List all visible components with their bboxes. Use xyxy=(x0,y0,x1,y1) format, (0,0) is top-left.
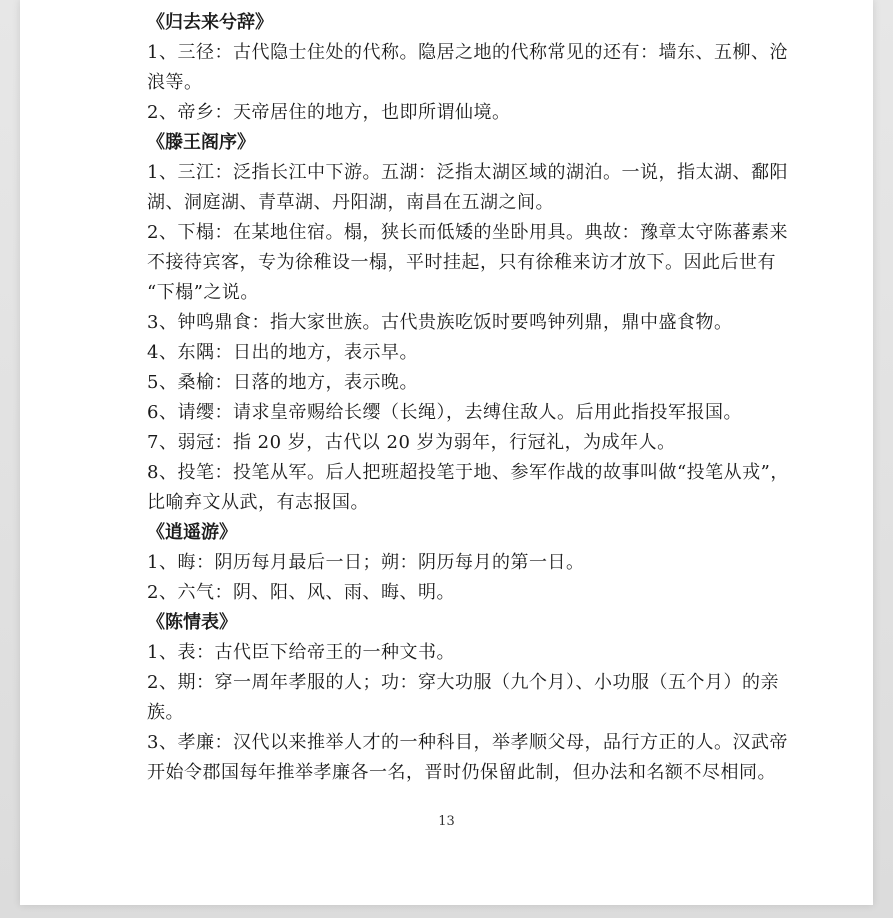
note-entry xyxy=(147,668,777,728)
note-entry xyxy=(147,728,788,788)
entry-line: 不接待宾客，专为徐稚设一榻，平时挂起，只有徐稚来访才放下。因此后世有 xyxy=(147,252,776,273)
section-heading: 《逍遥游》 xyxy=(147,522,237,543)
entry-line: 5、桑榆：日落的地方，表示晚。 xyxy=(147,372,418,393)
note-entry xyxy=(147,368,777,398)
entry-line: 1、晦：阴历每月最后一日；朔：阴历每月的第一日。 xyxy=(147,552,585,573)
section-tengwanggexu xyxy=(147,128,789,518)
section-heading: 《滕王阁序》 xyxy=(147,132,255,153)
entry-line: 湖、洞庭湖、青草湖、丹阳湖，南昌在五湖之间。 xyxy=(147,192,554,213)
note-entry xyxy=(147,458,789,518)
note-entry xyxy=(147,38,788,98)
entry-line: 2、六气：阴、阳、风、雨、晦、明。 xyxy=(147,582,455,603)
entry-line: “下榻”之说。 xyxy=(147,282,259,303)
entry-line: 开始令郡国每年推举孝廉各一名，晋时仍保留此制，但办法和名额不尽相同。 xyxy=(147,762,776,783)
section-heading: 《陈情表》 xyxy=(147,612,237,633)
entry-line: 2、期：穿一周年孝服的人；功：穿大功服（九个月）、小功服（五个月）的亲 xyxy=(147,672,779,693)
entry-line: 2、下榻：在某地住宿。榻，狭长而低矮的坐卧用具。典故：豫章太守陈蕃素来 xyxy=(147,222,788,243)
note-entry xyxy=(147,638,777,668)
entry-line: 7、弱冠：指 20 岁，古代以 20 岁为弱年，行冠礼，为成年人。 xyxy=(147,432,676,453)
entry-line: 8、投笔：投笔从军。后人把班超投笔于地、参军作战的故事叫做“投笔从戎”， xyxy=(147,462,789,483)
entry-line: 1、表：古代臣下给帝王的一种文书。 xyxy=(147,642,455,663)
section-heading: 《归去来兮辞》 xyxy=(147,12,273,33)
entry-line: 3、孝廉：汉代以来推举人才的一种科目，举孝顺父母，品行方正的人。汉武帝 xyxy=(147,732,788,753)
section-xiaoyaoyou xyxy=(147,518,777,608)
entry-line: 浪等。 xyxy=(147,72,203,93)
entry-line: 4、东隅：日出的地方，表示早。 xyxy=(147,342,418,363)
page-content xyxy=(147,8,789,788)
note-entry xyxy=(147,548,777,578)
page-number: 13 xyxy=(438,814,455,829)
entry-line: 3、钟鸣鼎食：指大家世族。古代贵族吃饭时要鸣钟列鼎，鼎中盛食物。 xyxy=(147,312,733,333)
entry-line: 2、帝乡：天帝居住的地方，也即所谓仙境。 xyxy=(147,102,511,123)
section-chenqingbiao xyxy=(147,608,788,788)
entry-line: 比喻弃文从武，有志报国。 xyxy=(147,492,369,513)
entry-line: 6、请缨：请求皇帝赐给长缨（长绳），去缚住敌人。后用此指投军报国。 xyxy=(147,402,742,423)
note-entry xyxy=(147,218,788,308)
note-entry xyxy=(147,308,777,338)
document-page xyxy=(20,0,873,905)
entry-line: 1、三径：古代隐士住处的代称。隐居之地的代称常见的还有：墙东、五柳、沧 xyxy=(147,42,788,63)
note-entry xyxy=(147,158,788,218)
note-entry xyxy=(147,578,777,608)
note-entry xyxy=(147,398,777,428)
entry-line: 族。 xyxy=(147,702,184,723)
note-entry xyxy=(147,428,777,458)
entry-line: 1、三江：泛指长江中下游。五湖：泛指太湖区域的湖泊。一说，指太湖、鄱阳 xyxy=(147,162,788,183)
note-entry xyxy=(147,98,777,128)
section-guiqulaixici xyxy=(147,8,788,128)
note-entry xyxy=(147,338,777,368)
